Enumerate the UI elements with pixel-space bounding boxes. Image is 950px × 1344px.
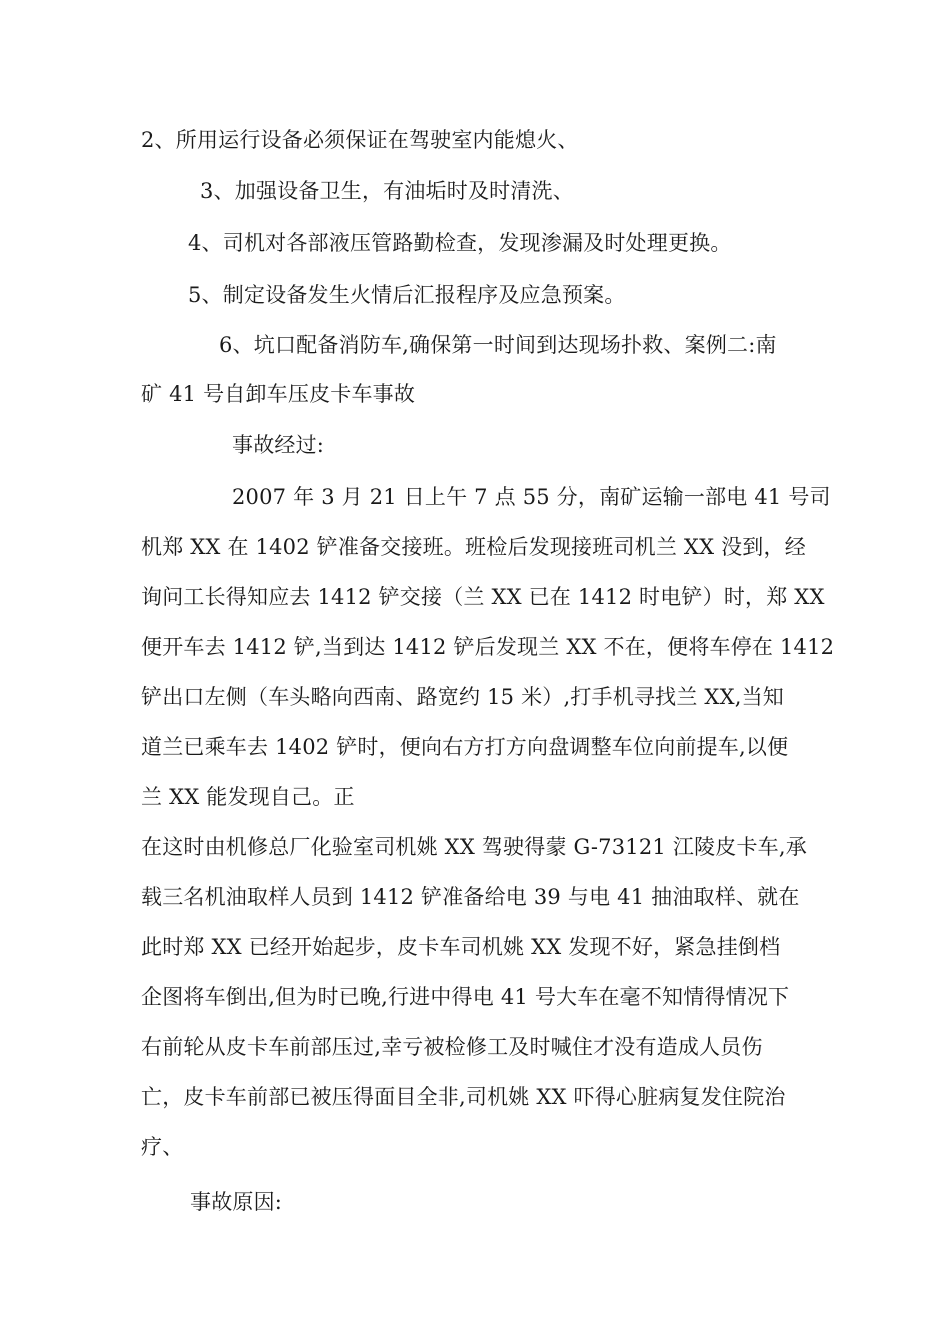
text-line: 便开车去 1412 铲,当到达 1412 铲后发现兰 XX 不在，便将车停在 1412 <box>141 635 835 659</box>
section-heading: 事故经过: <box>232 433 325 457</box>
text-line: 铲出口左侧（车头略向西南、路宽约 15 米）,打手机寻找兰 XX,当知 <box>141 685 784 709</box>
text-line: 3、加强设备卫生，有油垢时及时清洗、 <box>200 179 574 203</box>
text-line: 在这时由机修总厂化验室司机姚 XX 驾驶得蒙 G-73121 江陵皮卡车,承 <box>141 835 807 859</box>
text-line: 亡，皮卡车前部已被压得面目全非,司机姚 XX 吓得心脏病复发住院治 <box>141 1085 786 1109</box>
text-line: 5、制定设备发生火情后汇报程序及应急预案。 <box>188 283 626 307</box>
text-line: 企图将车倒出,但为时已晚,行进中得电 41 号大车在毫不知情得情况下 <box>141 985 790 1009</box>
text-line: 此时郑 XX 已经开始起步，皮卡车司机姚 XX 发现不好，紧急挂倒档 <box>141 935 781 959</box>
text-line: 矿 41 号自卸车压皮卡车事故 <box>141 382 416 406</box>
text-line: 道兰已乘车去 1402 铲时，便向右方打方向盘调整车位向前提车,以便 <box>141 735 789 759</box>
text-line: 右前轮从皮卡车前部压过,幸亏被检修工及时喊住才没有造成人员伤 <box>141 1035 763 1059</box>
text-line: 2、所用运行设备必须保证在驾驶室内能熄火、 <box>141 128 579 152</box>
text-line: 兰 XX 能发现自己。正 <box>141 785 355 809</box>
text-line: 2007 年 3 月 21 日上午 7 点 55 分，南矿运输一部电 41 号司 <box>232 485 831 509</box>
text-line: 疗、 <box>141 1135 184 1159</box>
text-line: 机郑 XX 在 1402 铲准备交接班。班检后发现接班司机兰 XX 没到，经 <box>141 535 806 559</box>
section-heading: 事故原因: <box>190 1190 283 1214</box>
text-line: 询问工长得知应去 1412 铲交接（兰 XX 已在 1412 时电铲）时，郑 XX <box>141 585 825 609</box>
text-line: 4、司机对各部液压管路勤检查，发现渗漏及时处理更换。 <box>188 231 732 255</box>
text-line: 6、坑口配备消防车,确保第一时间到达现场扑救、案例二:南 <box>219 333 777 357</box>
text-line: 载三名机油取样人员到 1412 铲准备给电 39 与电 41 抽油取样、就在 <box>141 885 800 909</box>
